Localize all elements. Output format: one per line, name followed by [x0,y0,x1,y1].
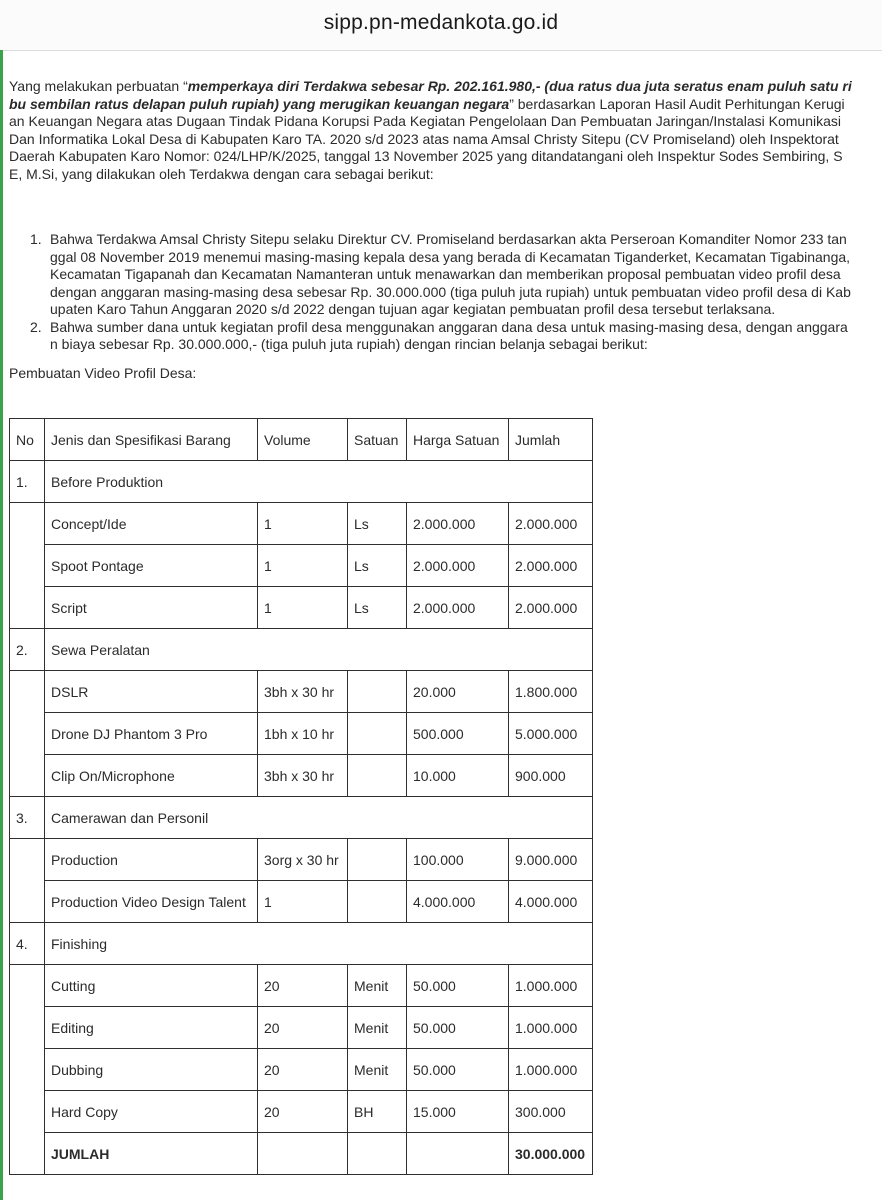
group-row [10,797,593,839]
item-volume: 20 [258,965,348,1007]
list-item [9,231,875,319]
intro-emphasis: memperkaya diri Terdakwa sebesar Rp. 202.161.980,- (dua ratus dua juta seratus enam puluh satu ri bu sembilan ratus delapan puluh rupiah) yang merugikan keuangan negara [9,78,852,112]
list-item-text: Bahwa sumber dana untuk kegiatan profil desa menggunakan anggaran dana desa untuk masing-masing desa, dengan anggara n biaya sebesar Rp. 30.000.000,- (tiga puluh juta rupiah) dengan rincian belanja sebagai berikut: [50,318,848,352]
item-name: DSLR [45,671,258,713]
header-harga-satuan: Harga Satuan [407,419,509,461]
item-jumlah: 2.000.000 [509,587,593,629]
empty-no-cell [10,671,45,797]
item-volume: 1bh x 10 hr [258,713,348,755]
item-harga: 50.000 [407,965,509,1007]
item-harga: 50.000 [407,1007,509,1049]
empty-no-cell [10,965,45,1175]
group-row [10,923,593,965]
total-label: JUMLAH [45,1133,258,1175]
intro-part2: ” berdasarkan Laporan Hasil Audit Perhitungan Kerugi an Keuangan Negara atas Dugaan Tindak Pidana Korupsi Pada Kegiatan Pengelolaan Dan Pembuatan Jaringan/Instalasi Komunikasi Dan Informatika Lokal Desa di Kabupaten Karo TA. 2020 s/d 2023 atas nama Amsal Christy Sitepu (CV Promiseland) oleh Inspektorat Daerah Kabupaten Karo Nomor: 024/LHP/K/2025, tanggal 13 November 2025 yang ditandatangani oleh Inspektur Sodes Sembiring, S E, M.Si, yang dilakukan oleh Terdakwa dengan cara sebagai berikut: [9,95,845,182]
table-row [10,671,593,713]
item-harga: 2.000.000 [407,503,509,545]
browser-address-bar[interactable] [0,0,882,51]
section-label: Pembuatan Video Profil Desa: [9,365,197,381]
item-volume: 20 [258,1091,348,1133]
item-volume: 20 [258,1007,348,1049]
empty-no-cell [10,503,45,629]
item-jumlah: 5.000.000 [509,713,593,755]
item-name: Drone DJ Phantom 3 Pro [45,713,258,755]
intro-paragraph [9,78,875,183]
table-row [10,965,593,1007]
item-satuan: Ls [348,503,407,545]
item-satuan [348,713,407,755]
empty-no-cell [10,839,45,923]
item-name: Cutting [45,965,258,1007]
item-volume: 20 [258,1049,348,1091]
table-row [10,1049,593,1091]
table-header-row [10,419,593,461]
item-volume: 1 [258,503,348,545]
item-satuan: Ls [348,545,407,587]
item-satuan [348,881,407,923]
item-volume: 1 [258,881,348,923]
item-name: Spoot Pontage [45,545,258,587]
table-row [10,713,593,755]
item-harga: 2.000.000 [407,587,509,629]
table-row [10,881,593,923]
document-body [9,78,875,381]
group-title: Before Produktion [45,461,593,503]
numbered-list [9,231,875,354]
item-satuan: Menit [348,1049,407,1091]
item-name: Hard Copy [45,1091,258,1133]
item-jumlah: 1.000.000 [509,1007,593,1049]
item-harga: 500.000 [407,713,509,755]
item-satuan: Menit [348,1007,407,1049]
item-jumlah: 1.800.000 [509,671,593,713]
list-item-number: 2. [30,318,42,335]
list-item-number: 1. [30,231,42,247]
total-value: 30.000.000 [509,1133,593,1175]
item-satuan [348,755,407,797]
budget-table [9,418,593,1175]
item-satuan [348,839,407,881]
left-accent-bar [0,50,3,1200]
group-number: 3. [10,797,45,839]
total-row [10,1133,593,1175]
item-name: Production Video Design Talent [45,881,258,923]
intro-part1: Yang melakukan perbuatan “ [9,78,188,94]
group-title: Sewa Peralatan [45,629,593,671]
table-row [10,839,593,881]
page-url[interactable]: sipp.pn-medankota.go.id [323,11,559,34]
item-jumlah: 2.000.000 [509,503,593,545]
item-satuan: Ls [348,587,407,629]
item-satuan [348,671,407,713]
item-volume: 3bh x 30 hr [258,755,348,797]
item-volume: 3bh x 30 hr [258,671,348,713]
table-row [10,545,593,587]
header-jumlah: Jumlah [509,419,593,461]
item-harga: 100.000 [407,839,509,881]
group-title: Camerawan dan Personil [45,797,593,839]
header-no: No [10,419,45,461]
table-row [10,1007,593,1049]
header-volume: Volume [258,419,348,461]
table-row [10,755,593,797]
item-volume: 3org x 30 hr [258,839,348,881]
item-jumlah: 9.000.000 [509,839,593,881]
item-name: Dubbing [45,1049,258,1091]
table-row [10,587,593,629]
group-row [10,629,593,671]
table-row [10,1091,593,1133]
item-jumlah: 1.000.000 [509,965,593,1007]
group-number: 2. [10,629,45,671]
item-harga: 15.000 [407,1091,509,1133]
table-row [10,503,593,545]
item-name: Concept/Ide [45,503,258,545]
item-harga: 50.000 [407,1049,509,1091]
empty-cell [407,1133,509,1175]
header-jenis: Jenis dan Spesifikasi Barang [45,419,258,461]
item-jumlah: 4.000.000 [509,881,593,923]
item-harga: 10.000 [407,755,509,797]
group-row [10,461,593,503]
group-number: 4. [10,923,45,965]
list-item [9,319,875,354]
item-jumlah: 900.000 [509,755,593,797]
item-satuan: Menit [348,965,407,1007]
item-jumlah: 1.000.000 [509,1049,593,1091]
empty-cell [258,1133,348,1175]
item-harga: 20.000 [407,671,509,713]
item-harga: 2.000.000 [407,545,509,587]
item-name: Editing [45,1007,258,1049]
list-item-text: Bahwa Terdakwa Amsal Christy Sitepu selaku Direktur CV. Promiseland berdasarkan akta Perseroan Komanditer Nomor 233 tan ggal 08 November 2019 menemui masing-masing kepala desa yang berada di Kecamatan Tiganderket, Kecamatan Tigabinanga, Kecamatan Tigapanah dan Kecamatan Namanteran untuk menawarkan dan memberikan proposal pembuatan video profil desa dengan anggaran masing-masing desa sebesar Rp. 30.000.000 (tiga puluh juta rupiah) untuk pembuatan video profil desa di Kab upaten Karo Tahun Anggaran 2020 s/d 2022 dengan tujuan agar kegiatan pembuatan profil desa tersebut terlaksana. [50,231,851,317]
item-harga: 4.000.000 [407,881,509,923]
header-satuan: Satuan [348,419,407,461]
item-volume: 1 [258,587,348,629]
group-number: 1. [10,461,45,503]
item-volume: 1 [258,545,348,587]
item-name: Production [45,839,258,881]
item-jumlah: 300.000 [509,1091,593,1133]
item-name: Script [45,587,258,629]
empty-cell [348,1133,407,1175]
item-jumlah: 2.000.000 [509,545,593,587]
group-title: Finishing [45,923,593,965]
item-satuan: BH [348,1091,407,1133]
item-name: Clip On/Microphone [45,755,258,797]
